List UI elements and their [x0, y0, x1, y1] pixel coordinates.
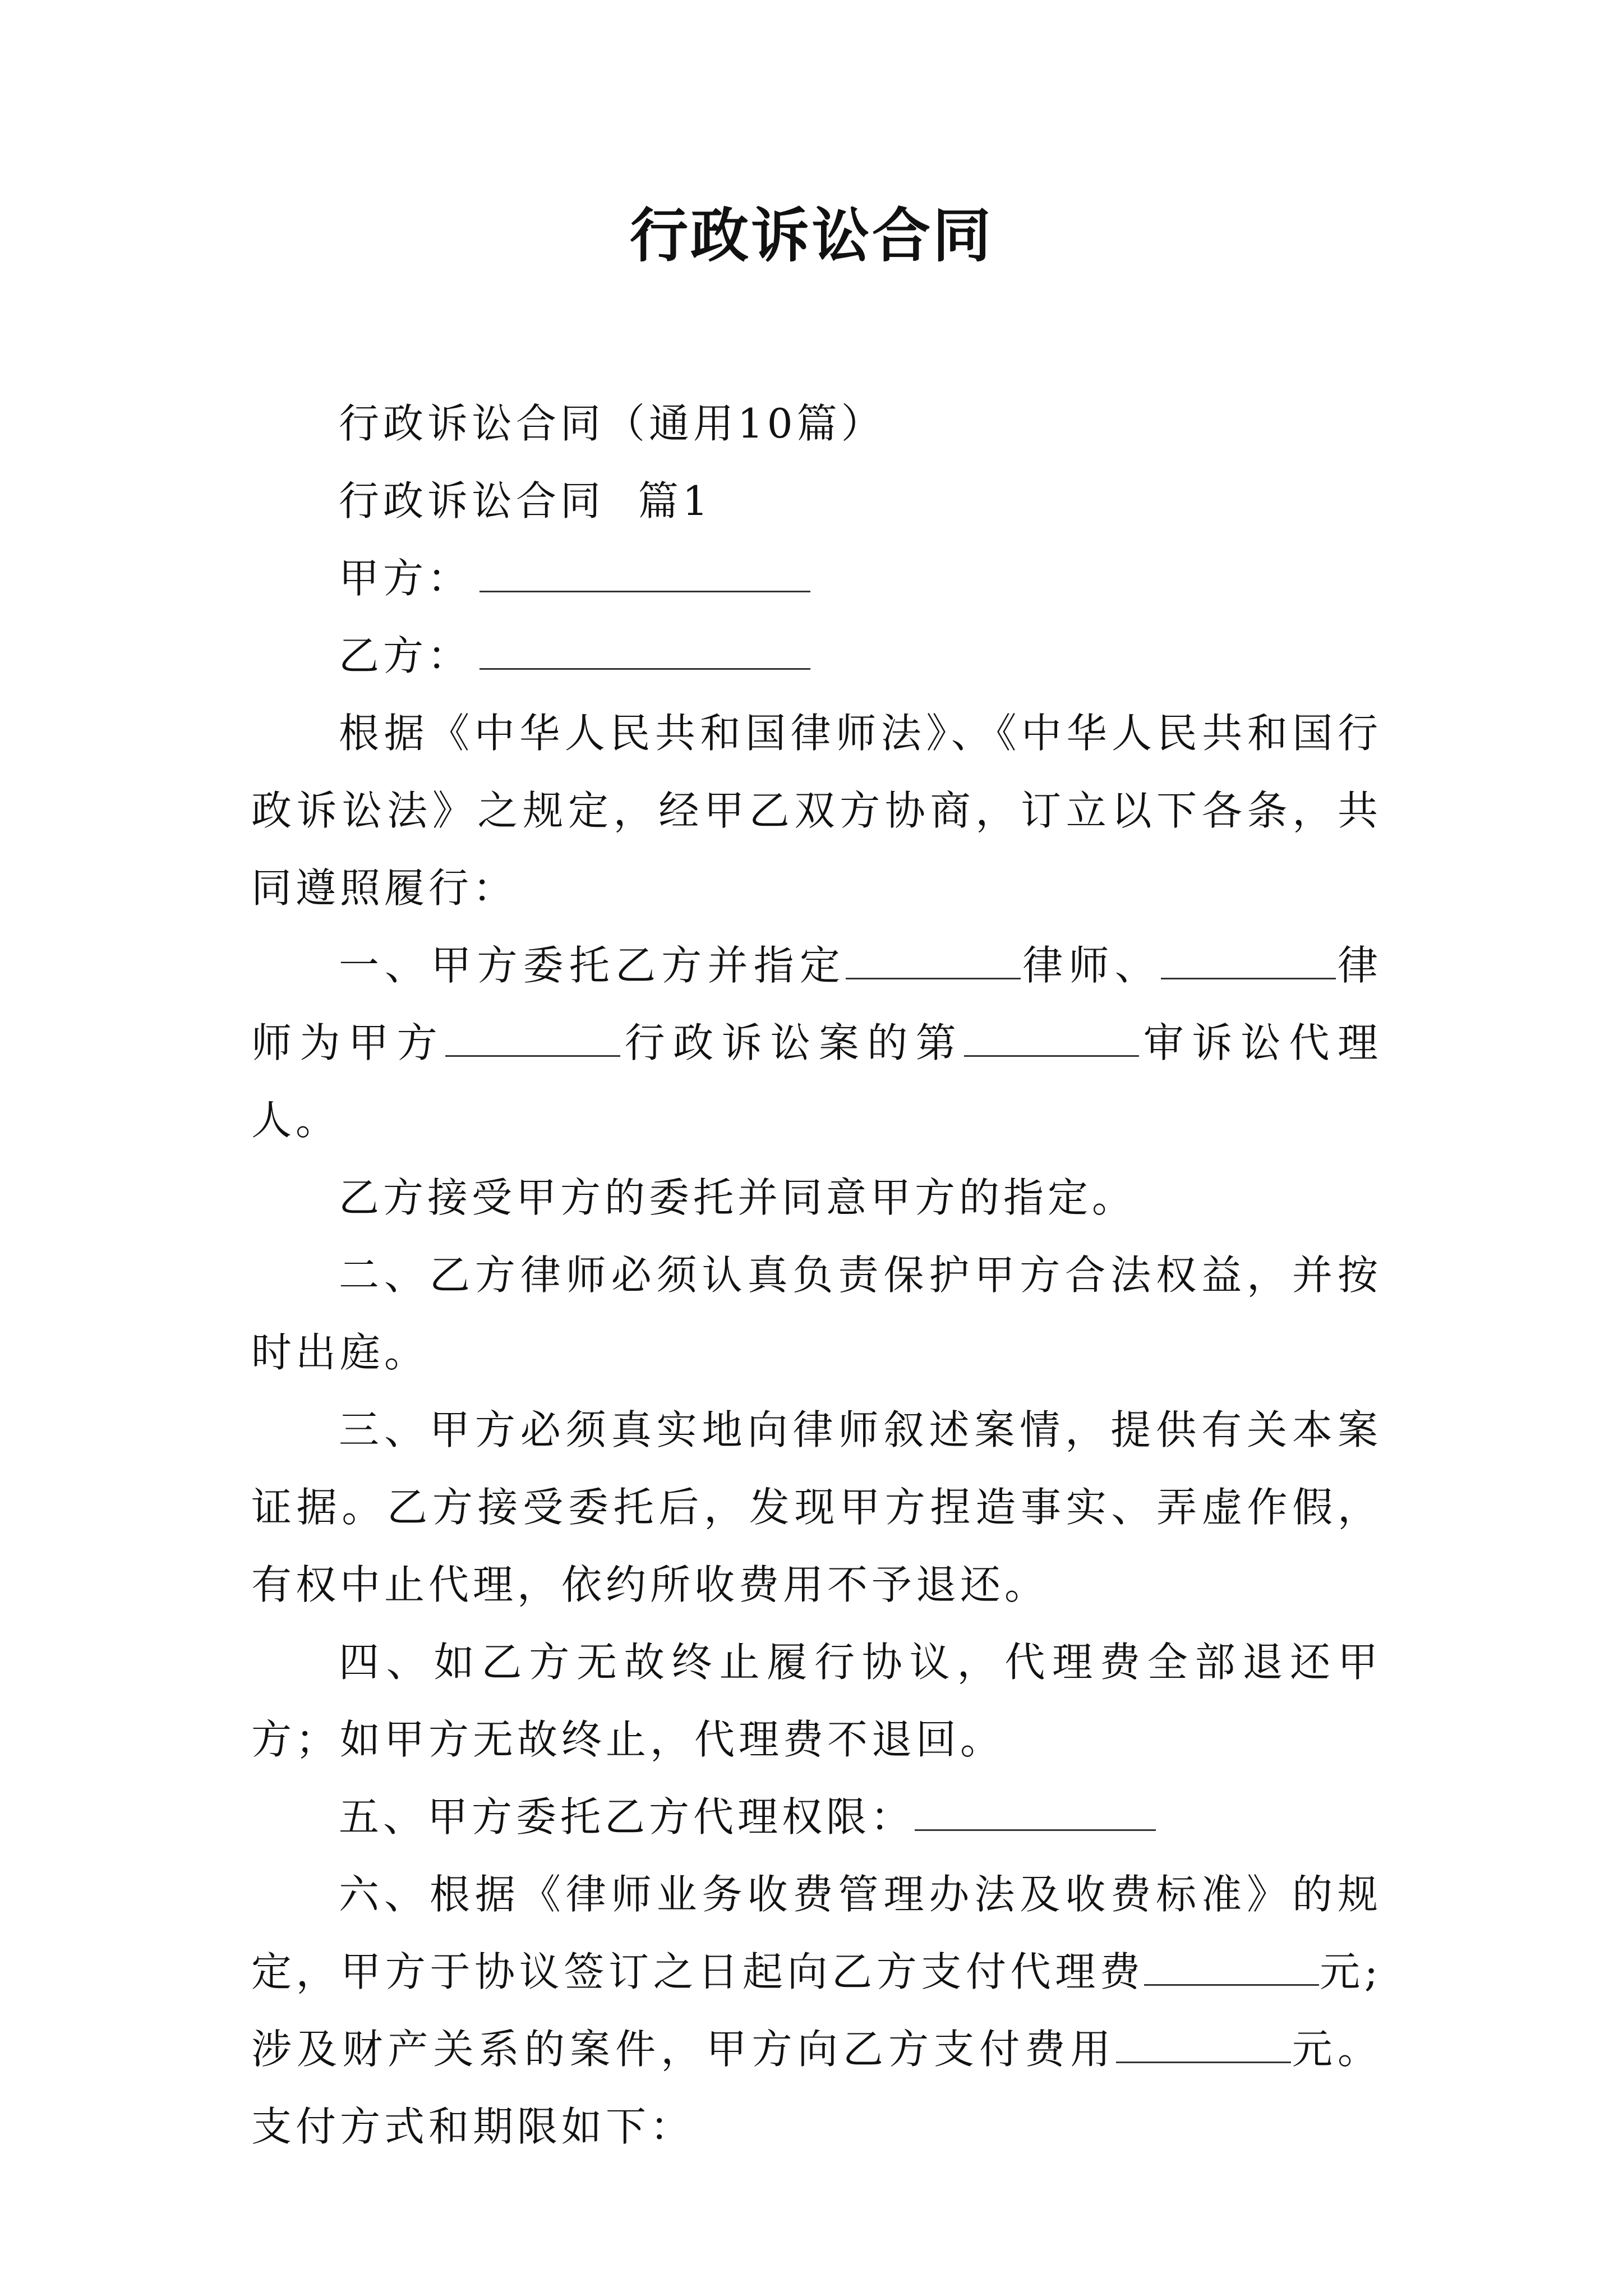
clause-6-text-2: 元;涉及财产关系的案件，甲方向乙方支付费用	[251, 1948, 1382, 2073]
clause-1-text-3: 律师为甲方	[251, 942, 1382, 1066]
authority-blank	[915, 1790, 1156, 1831]
subtitle: 行政诉讼合同（通用10篇）	[339, 400, 886, 447]
party-b-line	[251, 617, 1382, 694]
clause-6-text-1: 六、根据《律师业务收费管理办法及收费标准》的规定，甲方于协议签订之日起向乙方支付代理费	[251, 1871, 1382, 1995]
instance-blank	[964, 1016, 1139, 1057]
clause-1-text-2: 律师、	[1021, 942, 1161, 989]
party-a-label: 甲方：	[339, 555, 472, 602]
clause-3: 三、甲方必须真实地向律师叙述案情，提供有关本案证据。乙方接受委托后，发现甲方捏造事实、弄虚作假，有权中止代理，依约所收费用不予退还。	[251, 1406, 1382, 1608]
party-a-blank	[479, 551, 810, 592]
clause-1-note: 乙方接受甲方的委托并同意甲方的指定。	[339, 1174, 1137, 1221]
lawyer-2-blank	[1161, 938, 1336, 979]
party-b-label: 乙方：	[339, 632, 472, 679]
lawyer-1-blank	[846, 938, 1021, 979]
clause-1-text-1: 一、甲方委托乙方并指定	[339, 942, 846, 989]
clause-5	[251, 1778, 1382, 1856]
preamble: 根据《中华人民共和国律师法》、《中华人民共和国行政诉讼法》之规定，经甲乙双方协商，订立以下各条，共同遵照履行：	[251, 710, 1382, 912]
party-b-blank	[479, 629, 810, 670]
agency-fee-blank	[1144, 1945, 1319, 1986]
case-name-blank	[445, 1016, 620, 1057]
clause-4: 四、如乙方无故终止履行协议，代理费全部退还甲方；如甲方无故终止，代理费不退回。	[251, 1639, 1382, 1763]
party-a-line	[251, 540, 1382, 617]
clause-1-text-4: 行政诉讼案的第	[620, 1019, 965, 1066]
clause-6	[251, 1856, 1382, 2165]
property-fee-blank	[1116, 2022, 1291, 2063]
clause-1-text-5: 审诉讼代理人。	[251, 1019, 1382, 1144]
clause-5-label: 五、甲方委托乙方代理权限：	[339, 1793, 915, 1841]
document-title: 行政诉讼合同	[629, 201, 993, 270]
clause-1	[251, 927, 1382, 1159]
document-body	[251, 385, 1382, 2165]
clause-2: 二、乙方律师必须认真负责保护甲方合法权益，并按时出庭。	[251, 1251, 1382, 1376]
clause-6-text-3: 元。支付方式和期限如下：	[251, 2026, 1382, 2150]
section-heading: 行政诉讼合同 篇1	[339, 477, 712, 524]
